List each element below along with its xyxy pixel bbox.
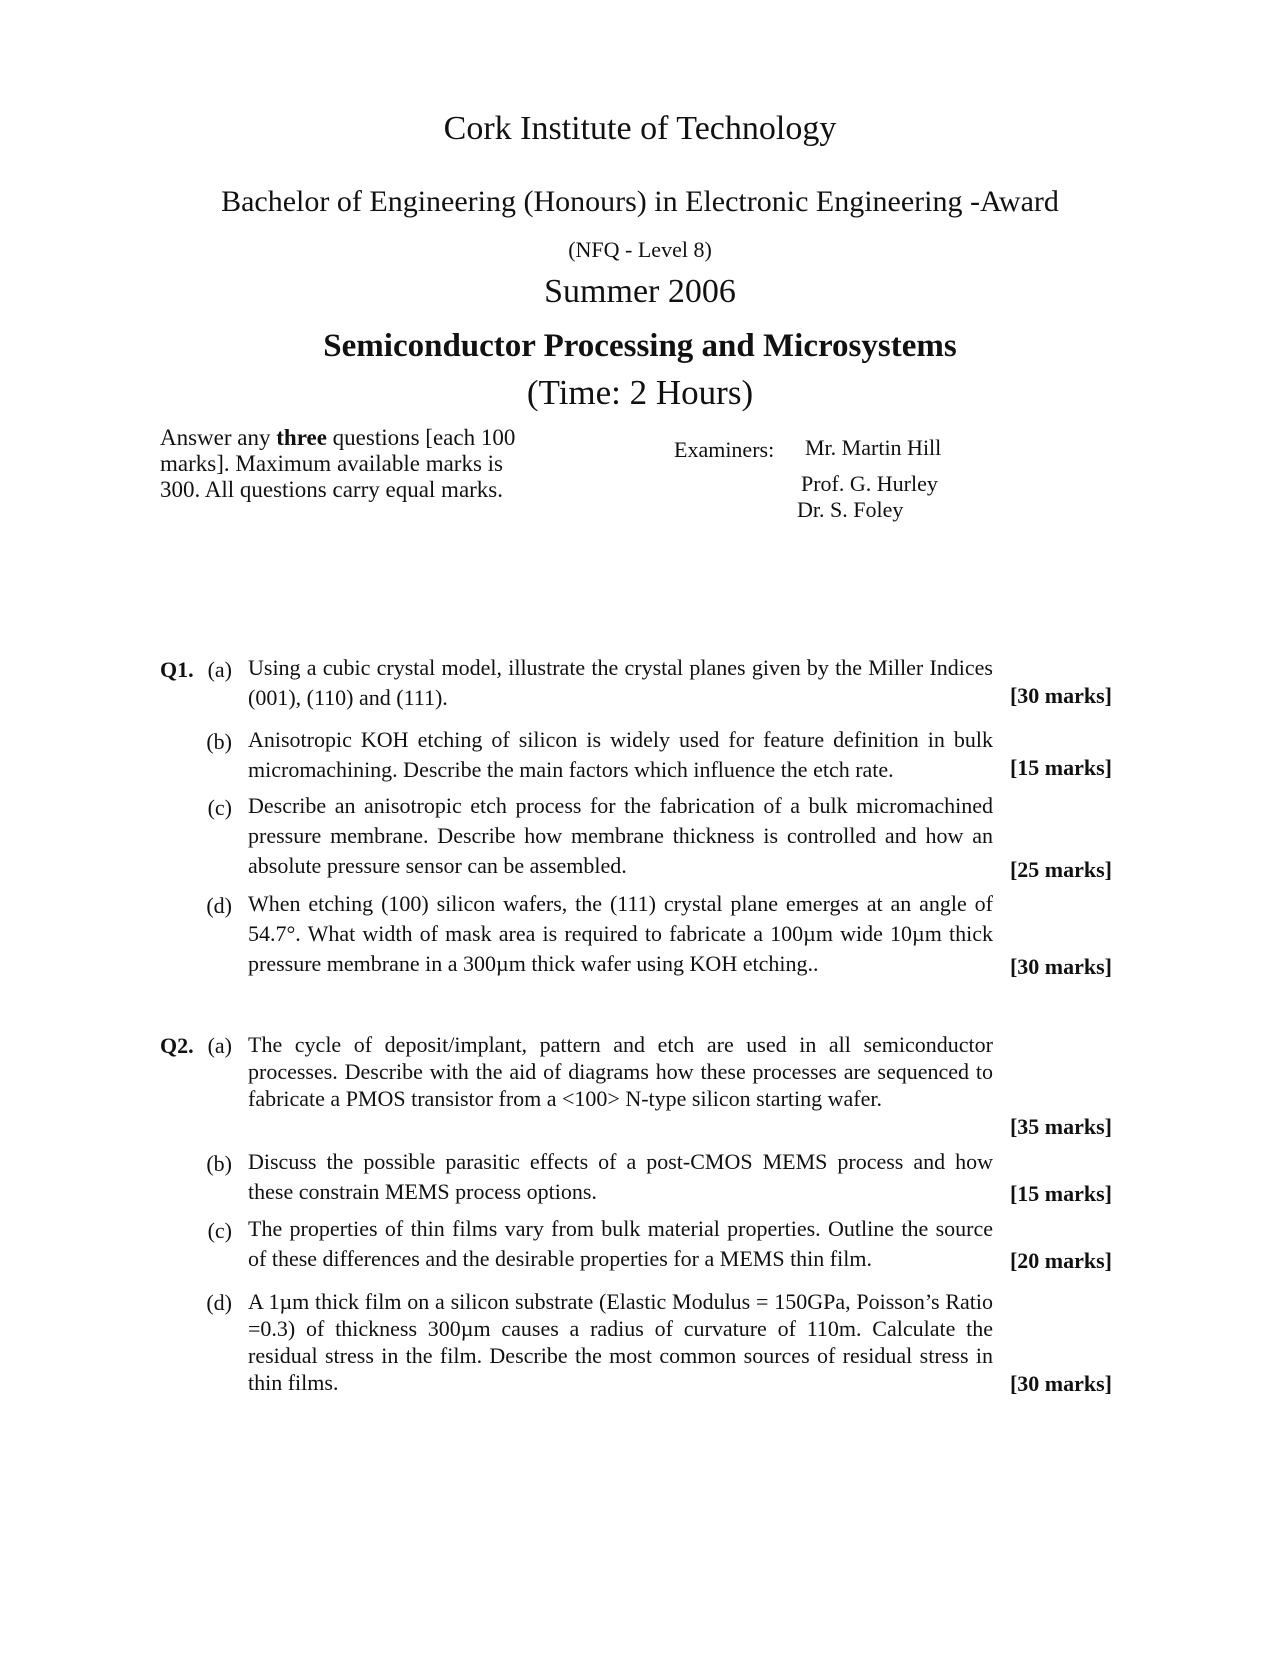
part-label: (d) — [206, 1290, 232, 1315]
marks-allocation: [15 marks] — [1009, 1181, 1112, 1206]
instructions-rest: questions [each 100 marks]. Maximum available marks is 300. All questions carry equal marks. — [160, 425, 516, 502]
marks-allocation: [30 marks] — [1009, 1371, 1112, 1396]
question-text: Anisotropic KOH etching of silicon is widely used for feature definition in bulk micromachining. Describe the main factors which influence the etch rate. — [248, 727, 993, 782]
marks-allocation: [20 marks] — [1009, 1248, 1112, 1273]
marks-allocation: [15 marks] — [1009, 755, 1112, 780]
marks-allocation: [25 marks] — [1009, 857, 1112, 882]
question-text: The properties of thin films vary from bulk material properties. Outline the source of these differences and the desirable properties for a MEMS thin film. — [248, 1216, 993, 1271]
part-label: (a) — [207, 1033, 232, 1058]
question-text: Using a cubic crystal model, illustrate the crystal planes given by the Miller Indices (001), (110) and (111). — [248, 655, 993, 710]
question-text: Discuss the possible parasitic effects of a post-CMOS MEMS process and how these constrain MEMS process options. — [248, 1149, 993, 1204]
question-text: Describe an anisotropic etch process for the fabrication of a bulk micromachined pressure membrane. Describe how membrane thickness is controlled and how an absolute pressure sensor can be assembled. — [248, 793, 993, 878]
institution-title: Cork Institute of Technology — [443, 110, 837, 147]
nfq-level: (NFQ - Level 8) — [568, 237, 712, 262]
question-number: Q2. — [160, 1033, 194, 1058]
exam-instructions — [160, 425, 540, 503]
programme-title: Bachelor of Engineering (Honours) in Electronic Engineering -Award — [221, 185, 1059, 218]
examiner-name: Dr. S. Foley — [797, 497, 904, 522]
marks-allocation: [30 marks] — [1009, 954, 1112, 979]
part-label: (b) — [206, 729, 232, 754]
examiner-name: Prof. G. Hurley — [801, 471, 938, 496]
examiners-label: Examiners: — [674, 437, 775, 462]
part-label: (b) — [206, 1151, 232, 1176]
question-text: When etching (100) silicon wafers, the (111) crystal plane emerges at an angle of 54.7°. What width of mask area is required to fabricate a 100µm wide 10µm thick pressure membrane in a 300µm thick wafer using KOH etching.. — [248, 891, 993, 976]
marks-allocation: [30 marks] — [1009, 683, 1112, 708]
marks-allocation: [35 marks] — [1009, 1114, 1112, 1139]
part-label: (d) — [206, 893, 232, 918]
module-title: Semiconductor Processing and Microsystems — [323, 328, 957, 364]
exam-duration: (Time: 2 Hours) — [526, 373, 754, 412]
question-text: A 1µm thick film on a silicon substrate (Elastic Modulus = 150GPa, Poisson’s Ratio =0.3) of thickness 300µm causes a radius of curvature of 110m. Calculate the residual stress in the film. Describe the most common sources of residual stress in thin films. — [248, 1289, 993, 1395]
question-text: The cycle of deposit/implant, pattern and etch are used in all semiconductor processes. Describe with the aid of diagrams how these processes are sequenced to fabricate a PMOS transistor from a <100> N-type silicon starting wafer. — [248, 1032, 993, 1111]
exam-session: Summer 2006 — [544, 273, 736, 310]
part-label: (c) — [207, 1218, 232, 1243]
instructions-lead: Answer any — [160, 425, 277, 450]
part-label: (a) — [207, 657, 232, 682]
question-number: Q1. — [160, 657, 194, 682]
instructions-emphasis: three — [276, 425, 327, 450]
part-label: (c) — [207, 795, 232, 820]
examiner-name: Mr. Martin Hill — [805, 435, 942, 460]
